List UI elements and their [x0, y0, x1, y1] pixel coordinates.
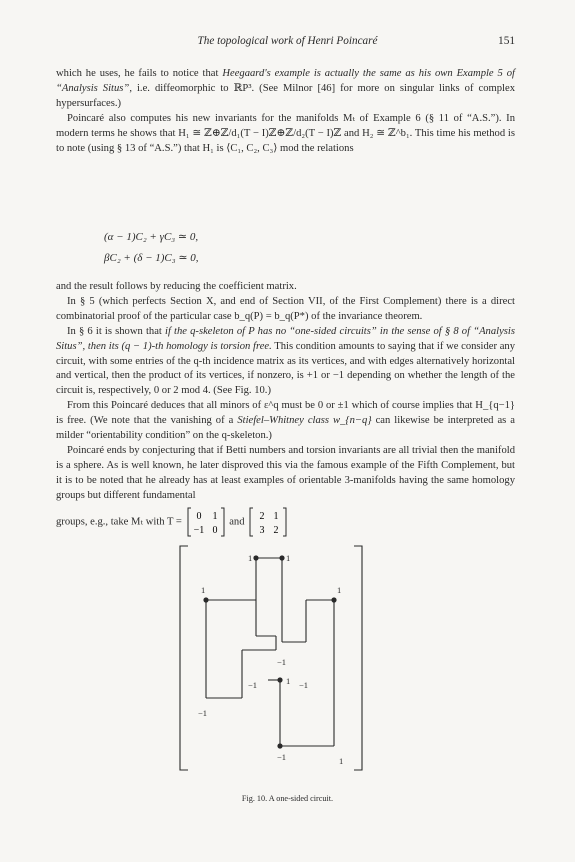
label-mid-b: −1 [248, 680, 258, 690]
p1-text-c: , i.e. diffeomorphic to ℝP³. (See Milnor [46] for more on singular links of complex hypersurfaces.) [56, 82, 515, 109]
p7-last-text: groups, e.g., take Mₜ with T = [56, 516, 182, 528]
running-header: The topological work of Henri Poincaré [197, 35, 378, 47]
text-block-2 [56, 280, 515, 538]
matrix2-d: 2 [273, 524, 279, 536]
label-left-a: 1 [201, 585, 206, 595]
figure-one-sided-circuit [176, 538, 366, 778]
equation-1: (α − 1)C₂ + γC₃ ≃ 0, [104, 231, 199, 243]
and-word: and [229, 516, 245, 528]
circuit-path [206, 558, 334, 746]
matrix2-a: 2 [259, 510, 265, 522]
matrix1-d: 0 [212, 524, 218, 536]
label-mid-d: 1 [286, 676, 291, 686]
paragraph-2: Poincaré also computes his new invariants for the manifolds Mₜ of Example 6 (§ 11 of “A.S.”). In modern terms he shows that H₁ ≅ ℤ⊕ℤ/d₁(T − I)ℤ⊕ℤ/d₂(T − I)ℤ and H₂ ≅ ℤ^b₁. This time his method is to note (using § 13 of “A.S.”) that H₁ is ⟨C₁, C₂, C₃⟩ mod the relations [56, 112, 515, 154]
p1-text-a: which he uses, he fails to notice that [56, 68, 223, 79]
matrix1-b: 1 [212, 510, 218, 522]
p5-text-b: if the q-skeleton of P has no “one-sided circuits” in the sense of § 8 of “Analysis Situs”, then its (q − 1)-th homology is torsion free. [56, 325, 515, 352]
matrix-1 [185, 506, 227, 538]
matrix1-c: −1 [193, 524, 204, 536]
circuit-vertices [203, 555, 336, 748]
paragraph-1 [56, 67, 515, 156]
paragraph-7-last-line [56, 506, 515, 538]
p6-text-c: can likewise be interpreted as a milder “orientability condition” on the q-skeleton.) [56, 415, 515, 442]
label-left-b: −1 [198, 708, 208, 718]
right-bracket [354, 546, 362, 770]
label-top-right: 1 [286, 553, 291, 563]
matrix2-c: 3 [259, 524, 265, 536]
label-top-left: 1 [248, 553, 253, 563]
p6-text-b: Stiefel–Whitney class w_{n−q} [237, 415, 372, 427]
label-right-a: 1 [337, 585, 342, 595]
p6-text-a: From this Poincaré deduces that all minors of ε^q must be 0 or ±1 which of course implies that H_{q−1} is free. (We note that the vanishing of a [56, 400, 515, 427]
p5-text-a: In § 6 it is shown that [67, 325, 165, 337]
equation-2: βC₂ + (δ − 1)C₃ ≃ 0, [104, 252, 199, 264]
figure-caption: Fig. 10. A one-sided circuit. [241, 794, 334, 803]
p1-text-b: Heegaard's example is actually the same as his own Example 5 of “Analysis Situs” [56, 68, 515, 94]
label-mid-c: −1 [299, 680, 309, 690]
left-bracket [180, 546, 188, 770]
paragraph-4: In § 5 (which perfects Section X, and end of Section VII, of the First Complement) there is a direct combinatorial proof of the particular case b_q(P) = b_q(P*) of the invariance theorem. [56, 295, 515, 322]
p5-text-c: This condition amounts to saying that if we consider any circuit, with some entries of the q-th incidence matrix as its vertices, and with edges alternatively horizontal and vertical, then the product of its vertices, if nonzero, is +1 or −1 depending on whether the length of the circuit is, respectively, 0 or 2 mod 4. (See Fig. 10.) [56, 340, 515, 397]
label-bottom-right: 1 [339, 756, 344, 766]
label-mid-a: −1 [277, 657, 287, 667]
page-number: 151 [498, 35, 516, 47]
paragraph-7: Poincaré ends by conjecturing that if Betti numbers and torsion invariants are all trivial then the manifold is a sphere. As is well known, he later disproved this via the famous example of the Fifth Complement, but it is to be noted that he already has at least examples of orientable 3-manifolds having the same homology groups but different fundamental [56, 444, 515, 501]
matrix2-b: 1 [273, 510, 279, 522]
matrix1-a: 0 [196, 510, 202, 522]
matrix-2 [247, 506, 289, 538]
paragraph-3: and the result follows by reducing the coefficient matrix. [56, 281, 297, 292]
label-bottom: −1 [277, 752, 287, 762]
